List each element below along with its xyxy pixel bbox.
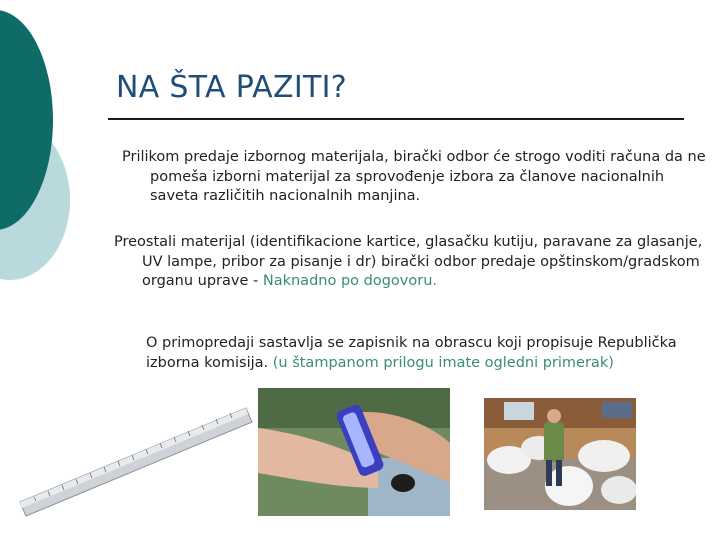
- uv-lamp-hands-photo: [258, 388, 450, 516]
- paragraph2-highlight: Naknadno po dogovoru.: [262, 273, 437, 289]
- paragraph3-highlight: (u štampanom prilogu imate ogledni primerak): [272, 354, 614, 371]
- paragraph-material-handover: [122, 148, 710, 207]
- title-divider: [108, 118, 684, 120]
- paragraph1-text: Prilikom predaje izbornog materijala, birački odbor će strogo voditi računa da ne pomeša izborni materijal za sprovođenje izbora za članove nacionalnih saveta različitih nacionalnih manjina.: [122, 149, 706, 204]
- ruler-photo: [14, 400, 254, 520]
- slide-title: NA ŠTA PAZITI?: [116, 70, 347, 105]
- paragraph-remaining-material: [114, 233, 712, 292]
- paragraph3-text: O primopredaji sastavlja se zapisnik na obrascu koji propisuje Republička izborna komisija.: [146, 335, 677, 371]
- decorative-circles: [0, 0, 120, 300]
- paragraph-record: [146, 334, 686, 373]
- paragraph2-text: Preostali materijal (identifikacione kartice, glasačku kutiju, paravane za glasanje, UV lampe, pribor za pisanje i dr) birački odbor predaje opštinskom/gradskom organu uprave -: [114, 234, 703, 289]
- ballot-bags-room-photo: [484, 398, 636, 510]
